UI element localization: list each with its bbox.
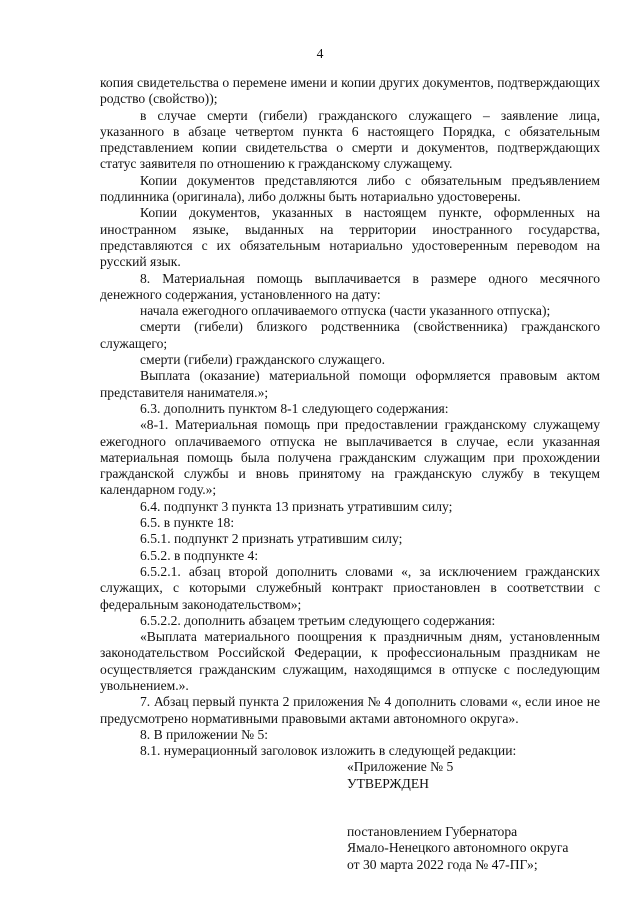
paragraph: Выплата (оказание) материальной помощи оформляется правовым актом представителя нанимателя.»; (100, 368, 600, 400)
approval-line: постановлением Губернатора (347, 824, 518, 840)
paragraph: смерти (гибели) близкого родственника (свойственника) гражданского служащего; (100, 319, 600, 351)
paragraph: Копии документов представляются либо с обязательным предъявлением подлинника (оригинала), либо должны быть нотариально удостоверены. (100, 172, 600, 205)
paragraph: Копии документов, указанных в настоящем пункте, оформленных на иностранном языке, выданных на территории иностранного государства, представляются с их обязательным нотариально удостоверенным переводом на русский язык. (100, 205, 600, 270)
paragraph: 6.5. в пункте 18: (140, 515, 235, 531)
paragraph: 8. Материальная помощь выплачивается в размере одного месячного денежного содержания, установленного на дату: (100, 270, 600, 302)
paragraph: копия свидетельства о перемене имени и копии других документов, подтверждающих родство (свойство)); (100, 75, 600, 107)
paragraph: в случае смерти (гибели) гражданского служащего – заявление лица, указанного в абзаце четвертом пункта 6 настоящего Порядка, с обязательным представлением копии свидетельства о смерти и документов, подтверждающих статус заявителя по отношению к гражданскому служащему. (100, 107, 600, 172)
paragraph: начала ежегодного оплачиваемого отпуска (части указанного отпуска); (140, 303, 551, 319)
paragraph: 7. Абзац первый пункта 2 приложения № 4 дополнить словами «, если иное не предусмотрено нормативными правовыми актами автономного округа». (100, 694, 600, 726)
paragraph: смерти (гибели) гражданского служащего. (140, 352, 386, 368)
document-body (100, 75, 600, 873)
approval-line: от 30 марта 2022 года № 47-ПГ»; (347, 856, 538, 872)
appendix-title: «Приложение № 5 (347, 759, 454, 775)
paragraph: «Выплата материального поощрения к праздничным дням, установленным законодательством Российской Федерации, к профессиональным праздникам не осуществляется гражданским служащим, находящимся в отпуске с последующим увольнением.». (100, 629, 600, 693)
paragraph: 6.5.2.1. абзац второй дополнить словами «, за исключением гражданских служащих, с которыми служебный контракт приостановлен в соответствии с федеральным законодательством»; (100, 563, 600, 612)
approved-label: УТВЕРЖДЕН (347, 775, 429, 791)
paragraph: 6.4. подпункт 3 пункта 13 признать утратившим силу; (140, 498, 453, 514)
paragraph: «8-1. Материальная помощь при предоставлении гражданскому служащему ежегодного оплачиваемого отпуска не выплачивается в случае, если указанная материальная помощь была получена гражданским служащим при прохождении гражданской службы и вновь принятому на гражданскую службу в текущем календарном году.»; (100, 417, 600, 498)
paragraph: 6.3. дополнить пунктом 8-1 следующего содержания: (140, 400, 449, 416)
spacer (347, 792, 600, 824)
paragraph: 6.5.2. в подпункте 4: (140, 547, 259, 563)
paragraph: 6.5.2.2. дополнить абзацем третьим следующего содержания: (140, 612, 496, 628)
paragraph: 8.1. нумерационный заголовок изложить в следующей редакции: (140, 743, 517, 759)
approval-line: Ямало-Ненецкого автономного округа (347, 840, 569, 856)
paragraph: 6.5.1. подпункт 2 признать утратившим силу; (140, 531, 403, 547)
page-number: 4 (316, 46, 324, 61)
paragraph: 8. В приложении № 5: (140, 726, 269, 742)
approval-block (100, 759, 600, 872)
